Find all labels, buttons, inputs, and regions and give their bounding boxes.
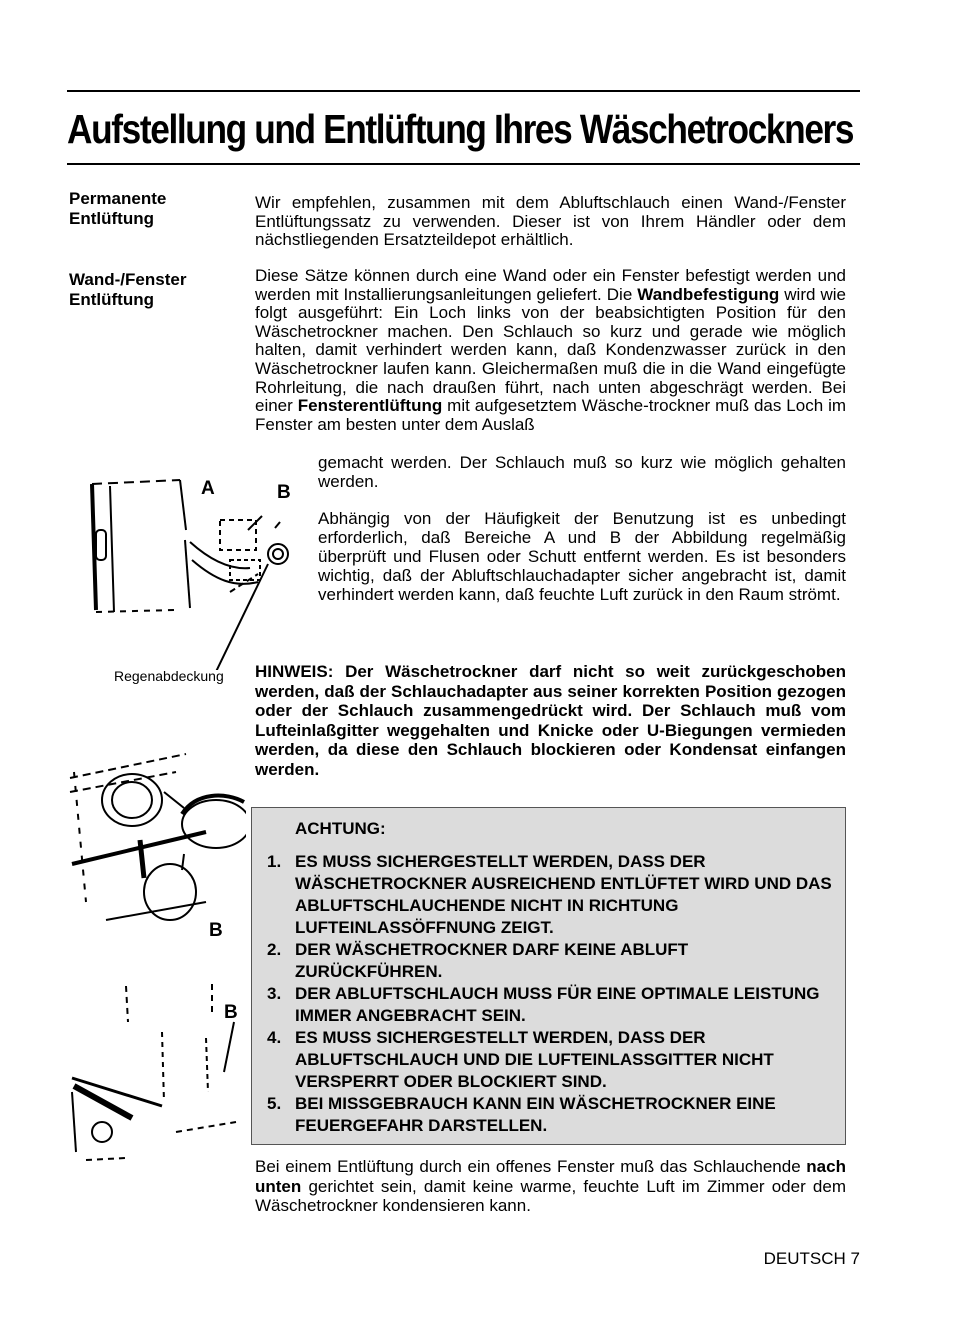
warning-item-text: ES MUSS SICHERGESTELLT WERDEN, DASS DER ABLUFTSCHLAUCH UND DIE LUFTEINLASSGITTER NICHT VERSPERRT ODER BLOCKIERT SIND.: [295, 1028, 774, 1091]
sidebar-heading-permanent: [69, 189, 166, 229]
warning-item-number: 5.: [267, 1094, 282, 1113]
warning-item: [267, 983, 837, 1027]
warning-item-number: 3.: [267, 984, 282, 1003]
page-footer: DEUTSCH 7: [763, 1249, 860, 1268]
maintenance-paragraph: Abhängig von der Häufigkeit der Benutzung ist es unbedingt erforderlich, daß Bereiche A und B der Abbildung regelmäßig überprüft und Flusen oder Schutt entfernt werden. Es ist besonders wichtig, daß der Abluftschlauchadapter sicher angebracht ist, damit verhindert werden kann, daß feuchte Luft zurück in den Raum strömt.: [318, 509, 846, 604]
figure-dryer-rear: [80, 470, 300, 670]
wall-paragraph-continued: gemacht werden. Der Schlauch muß so kurz wie möglich gehalten werden.: [318, 453, 846, 491]
window-text-1: Bei einem Entlüftung durch ein offenes Fenster muß das Schlauchende: [255, 1157, 801, 1176]
window-paragraph: [255, 1157, 846, 1216]
warning-item: [267, 939, 837, 983]
sidebar-heading-line: Entlüftung: [69, 290, 154, 309]
figure-label-b: B: [277, 482, 291, 503]
warning-item-number: 4.: [267, 1028, 282, 1047]
warning-box: [251, 807, 846, 1145]
wall-bold-2: Fensterentlüftung: [297, 396, 443, 416]
wall-text-3: mit aufgesetztem Wäsche-trockner muß das Loch im Fenster am besten unter dem Auslaß: [255, 396, 847, 434]
warning-title: ACHTUNG:: [295, 819, 386, 838]
figure-label-b: B: [224, 1002, 238, 1023]
sidebar-heading-line: Wand-/Fenster: [69, 270, 187, 289]
warning-item-text: DER WÄSCHETROCKNER DARF KEINE ABLUFT ZURÜCKFÜHREN.: [295, 940, 689, 981]
wall-bold-1: Wandbefestigung: [637, 284, 780, 304]
wall-text-1: Diese Sätze können durch eine Wand oder ein Fenster befestigt werden und werden mit Installierungsanleitungen geliefert. Die: [255, 266, 846, 304]
window-bold: nach unten: [255, 1157, 846, 1196]
figure-hose-adapter: [66, 752, 246, 932]
sidebar-heading-wall-window: [69, 270, 186, 310]
warning-item-text: ES MUSS SICHERGESTELLT WERDEN, DASS DER WÄSCHETROCKNER AUSREICHEND ENTLÜFTET WIRD UND DAS ABLUFTSCHLAUCHENDE NICHT IN RICHTUNG LUFTEINLASSÖFFNUNG ZEIGT.: [295, 852, 832, 937]
wall-paragraph: [255, 267, 846, 434]
page-title: Aufstellung und Entlüftung Ihres Wäschetrockners: [67, 106, 854, 152]
warning-item: [267, 1027, 837, 1093]
intro-paragraph: Wir empfehlen, zusammen mit dem Abluftschlauch einen Wand-/Fenster Entlüftungssatz zu verwenden. Dieser ist von Ihrem Händler oder dem nächstliegenden Ersatzteildepot erhältlich.: [255, 193, 846, 250]
warning-item: [267, 1093, 837, 1137]
warning-item-text: BEI MISSGEBRAUCH KANN EIN WÄSCHETROCKNER EINE FEUERGEFAHR DARSTELLEN.: [295, 1094, 776, 1135]
wall-text-2: wird wie folgt ausgeführt: Ein Loch links von der beabsichtigten Position für den Wäschetrockner machen. Den Schlauch so kurz und gerade wie möglich halten, damit verhindert werden kann, daß Kondenzwasser zurück in den Wäschetrockner laufen kann. Gleichermaßen muß die in die Wand eingefügte Rohrleitung, die nach draußen führt, nach unten abgeschrägt werden. Bei einer: [255, 284, 846, 416]
window-text-2: gerichtet sein, damit keine warme, feuchte Luft im Zimmer oder dem Wäschetrockner kondensieren kann.: [255, 1176, 846, 1216]
warning-item-text: DER ABLUFTSCHLAUCH MUSS FÜR EINE OPTIMALE LEISTUNG IMMER ANGEBRACHT SEIN.: [295, 984, 820, 1025]
warning-list: [267, 851, 837, 1137]
note-paragraph: HINWEIS: Der Wäschetrockner darf nicht so weit zurückgeschoben werden, daß der Schlauchadapter aus seiner korrekten Position gezogen oder der Schlauch zusammengedrückt wird. Der Schlauch muß vom Lufteinlaßgitter weggehalten und Knicke oder U-Biegungen vermieden werden, da diese den Schlauch blockieren oder Kondensat einfangen werden.: [255, 662, 846, 779]
title-rule: [67, 163, 860, 165]
sidebar-heading-line: Permanente: [69, 189, 167, 208]
figure-label-a: A: [201, 478, 215, 499]
figure-wall-vent: [66, 982, 246, 1202]
top-rule: [67, 90, 860, 92]
warning-item-number: 1.: [267, 852, 282, 871]
figure-label-b: B: [209, 920, 223, 941]
figure-caption: Regenabdeckung: [114, 668, 224, 684]
warning-item-number: 2.: [267, 940, 282, 959]
sidebar-heading-line: Entlüftung: [69, 209, 154, 228]
warning-item: [267, 851, 837, 939]
